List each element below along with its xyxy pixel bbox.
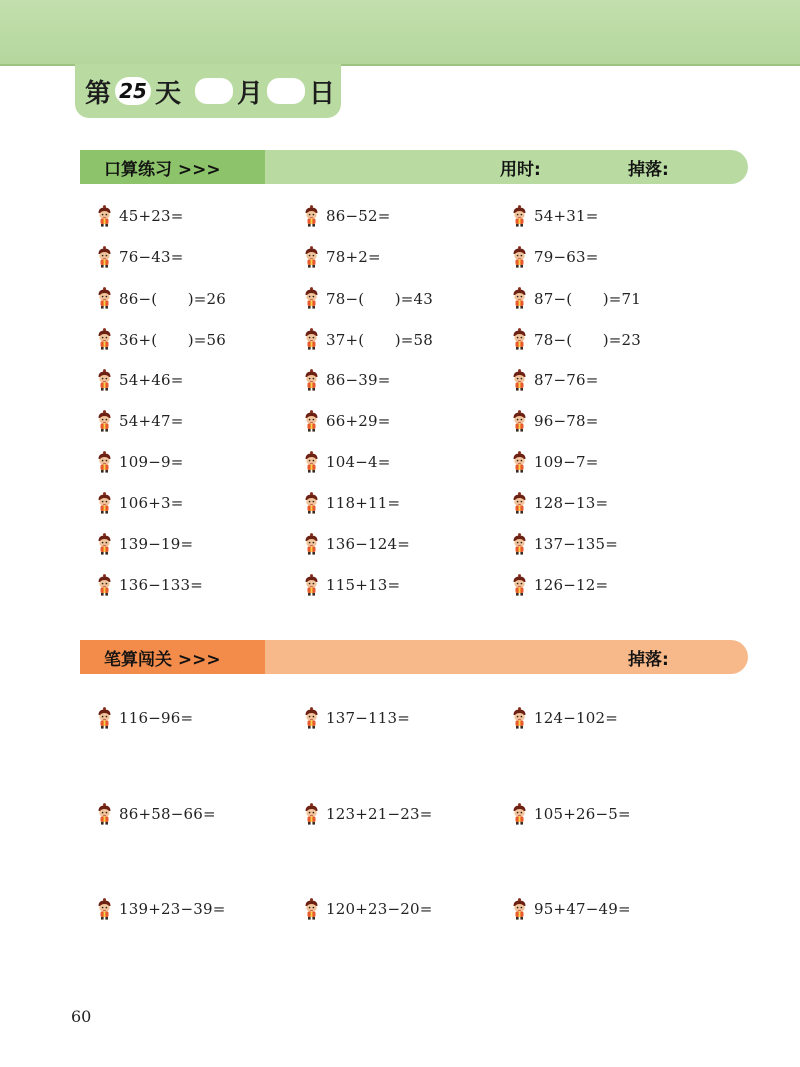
month-blank[interactable] xyxy=(195,78,233,104)
problem-text: 137−135= xyxy=(534,535,618,553)
problem-item xyxy=(303,408,391,434)
boy-mascot-icon xyxy=(511,898,528,920)
problem-item xyxy=(303,449,391,475)
problem-item xyxy=(303,326,433,352)
boy-mascot-icon xyxy=(511,574,528,596)
problem-item xyxy=(511,705,618,731)
problem-item xyxy=(511,572,608,598)
problem-item xyxy=(96,896,226,922)
problem-text: 78−( )=43 xyxy=(326,289,434,308)
boy-mascot-icon xyxy=(303,533,320,555)
problem-text: 109−7= xyxy=(534,453,599,471)
problem-item xyxy=(96,572,203,598)
written-challenge-bar xyxy=(80,640,748,674)
boy-mascot-icon xyxy=(511,803,528,825)
problem-item xyxy=(511,326,641,352)
boy-mascot-icon xyxy=(96,369,113,391)
problem-text: 120+23−20= xyxy=(326,900,433,918)
problem-text: 87−76= xyxy=(534,371,599,389)
problem-item xyxy=(303,572,400,598)
time-used-label: 用时: xyxy=(500,159,541,180)
problem-text: 79−63= xyxy=(534,248,599,266)
problem-text: 78−( )=23 xyxy=(534,330,642,349)
boy-mascot-icon xyxy=(511,492,528,514)
problem-row xyxy=(0,572,800,598)
boy-mascot-icon xyxy=(303,246,320,268)
problem-text: 118+11= xyxy=(326,494,401,512)
date-blank[interactable] xyxy=(267,78,305,104)
problem-row xyxy=(0,531,800,557)
problem-text: 128−13= xyxy=(534,494,609,512)
boy-mascot-icon xyxy=(96,533,113,555)
boy-mascot-icon xyxy=(96,574,113,596)
problem-text: 136−124= xyxy=(326,535,410,553)
problem-item xyxy=(511,449,599,475)
problem-item xyxy=(511,801,631,827)
problem-item xyxy=(96,801,216,827)
problem-text: 95+47−49= xyxy=(534,900,631,918)
boy-mascot-icon xyxy=(96,205,113,227)
boy-mascot-icon xyxy=(511,205,528,227)
problem-item xyxy=(303,801,433,827)
problem-text: 54+46= xyxy=(119,371,184,389)
boy-mascot-icon xyxy=(96,492,113,514)
boy-mascot-icon xyxy=(511,246,528,268)
problem-text: 109−9= xyxy=(119,453,184,471)
day-suffix: 天 xyxy=(155,78,182,109)
boy-mascot-icon xyxy=(303,205,320,227)
problem-item xyxy=(511,244,599,270)
boy-mascot-icon xyxy=(303,898,320,920)
problem-text: 104−4= xyxy=(326,453,391,471)
problem-item xyxy=(303,203,391,229)
problem-item xyxy=(511,367,599,393)
boy-mascot-icon xyxy=(96,287,113,309)
problem-text: 123+21−23= xyxy=(326,805,433,823)
month-label: 月 xyxy=(237,78,264,109)
boy-mascot-icon xyxy=(511,707,528,729)
problem-row xyxy=(0,801,800,827)
problem-item xyxy=(96,244,184,270)
problem-row xyxy=(0,896,800,922)
written-drop-label: 掉落: xyxy=(628,649,669,670)
day-number-badge: 25 xyxy=(115,77,151,105)
problem-row xyxy=(0,705,800,731)
problem-item xyxy=(96,285,226,311)
problem-item xyxy=(303,705,410,731)
problem-text: 37+( )=58 xyxy=(326,330,434,349)
problem-text: 126−12= xyxy=(534,576,609,594)
day-prefix: 第 xyxy=(85,78,112,109)
date-label: 日 xyxy=(309,78,336,109)
problem-text: 36+( )=56 xyxy=(119,330,227,349)
problem-text: 76−43= xyxy=(119,248,184,266)
problem-text: 139−19= xyxy=(119,535,194,553)
boy-mascot-icon xyxy=(511,533,528,555)
problem-row xyxy=(0,285,800,311)
boy-mascot-icon xyxy=(96,803,113,825)
day-header xyxy=(75,64,341,118)
problem-row xyxy=(0,449,800,475)
boy-mascot-icon xyxy=(303,287,320,309)
boy-mascot-icon xyxy=(511,328,528,350)
problem-text: 137−113= xyxy=(326,709,410,727)
boy-mascot-icon xyxy=(303,410,320,432)
problem-row xyxy=(0,326,800,352)
problem-item xyxy=(96,326,226,352)
problem-item xyxy=(96,449,184,475)
problem-item xyxy=(96,408,184,434)
problem-item xyxy=(511,531,618,557)
problem-item xyxy=(96,203,184,229)
boy-mascot-icon xyxy=(303,492,320,514)
boy-mascot-icon xyxy=(96,410,113,432)
problem-item xyxy=(96,705,193,731)
oral-drop-label: 掉落: xyxy=(628,159,669,180)
problem-row xyxy=(0,244,800,270)
problem-item xyxy=(96,531,193,557)
problem-text: 66+29= xyxy=(326,412,391,430)
oral-practice-title: 口算练习 >>> xyxy=(80,150,265,184)
problem-item xyxy=(96,490,184,516)
boy-mascot-icon xyxy=(303,803,320,825)
problem-item xyxy=(303,244,381,270)
problem-item xyxy=(303,531,410,557)
boy-mascot-icon xyxy=(303,328,320,350)
boy-mascot-icon xyxy=(96,898,113,920)
problem-text: 139+23−39= xyxy=(119,900,226,918)
problem-text: 86+58−66= xyxy=(119,805,216,823)
problem-text: 86−52= xyxy=(326,207,391,225)
problem-text: 54+31= xyxy=(534,207,599,225)
boy-mascot-icon xyxy=(96,246,113,268)
problem-row xyxy=(0,408,800,434)
problem-row xyxy=(0,490,800,516)
written-challenge-title: 笔算闯关 >>> xyxy=(80,640,265,674)
problem-row xyxy=(0,203,800,229)
boy-mascot-icon xyxy=(96,451,113,473)
problem-text: 124−102= xyxy=(534,709,618,727)
problem-item xyxy=(96,367,184,393)
problem-row xyxy=(0,367,800,393)
problem-item xyxy=(303,285,433,311)
boy-mascot-icon xyxy=(96,707,113,729)
oral-practice-bar xyxy=(80,150,748,184)
problem-text: 115+13= xyxy=(326,576,401,594)
problem-item xyxy=(511,203,599,229)
problem-text: 78+2= xyxy=(326,248,381,266)
problem-text: 86−( )=26 xyxy=(119,289,227,308)
boy-mascot-icon xyxy=(303,369,320,391)
boy-mascot-icon xyxy=(96,328,113,350)
problem-item xyxy=(303,367,391,393)
boy-mascot-icon xyxy=(303,574,320,596)
problem-text: 116−96= xyxy=(119,709,194,727)
problem-text: 45+23= xyxy=(119,207,184,225)
problem-item xyxy=(303,490,400,516)
boy-mascot-icon xyxy=(511,369,528,391)
problem-item xyxy=(511,896,631,922)
problem-text: 105+26−5= xyxy=(534,805,631,823)
problem-text: 54+47= xyxy=(119,412,184,430)
top-decorative-band xyxy=(0,0,800,66)
problem-item xyxy=(511,408,599,434)
problem-text: 106+3= xyxy=(119,494,184,512)
page-number: 60 xyxy=(71,1007,92,1026)
problem-item xyxy=(511,285,641,311)
problem-text: 136−133= xyxy=(119,576,203,594)
problem-text: 86−39= xyxy=(326,371,391,389)
problem-text: 96−78= xyxy=(534,412,599,430)
boy-mascot-icon xyxy=(511,451,528,473)
boy-mascot-icon xyxy=(303,707,320,729)
problem-item xyxy=(511,490,608,516)
boy-mascot-icon xyxy=(303,451,320,473)
problem-text: 87−( )=71 xyxy=(534,289,642,308)
boy-mascot-icon xyxy=(511,287,528,309)
boy-mascot-icon xyxy=(511,410,528,432)
problem-item xyxy=(303,896,433,922)
